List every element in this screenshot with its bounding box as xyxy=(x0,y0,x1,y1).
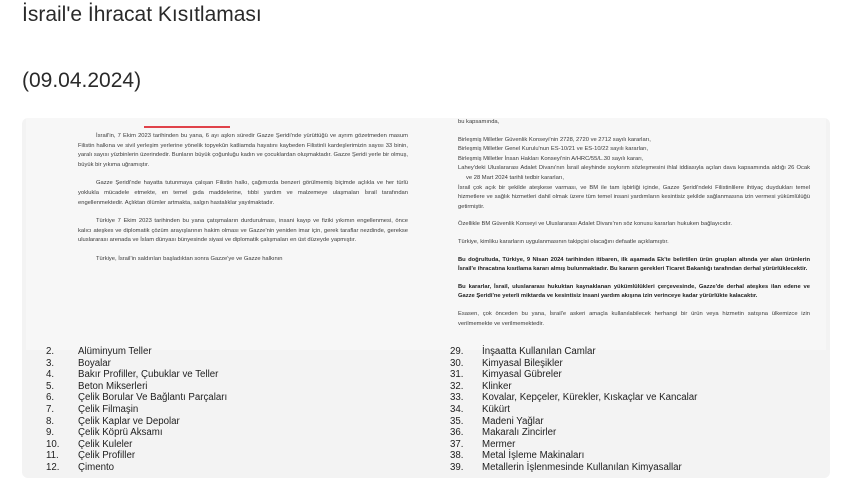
item-label: Çelik Filmaşin xyxy=(78,403,139,415)
doc-bullet: Birleşmiş Milletler Güvenlik Konseyi'nin 2728, 2720 ve 2712 sayılı kararları, xyxy=(458,136,651,143)
item-label: Beton Mikserleri xyxy=(78,380,148,392)
item-label: Kovalar, Kepçeler, Kürekler, Kıskaçlar ve Kancalar xyxy=(482,392,698,404)
list-item xyxy=(46,392,227,404)
item-label: Mermer xyxy=(482,438,516,450)
doc-bullet: Lahey'deki Uluslararası Adalet Divanı'nın İsrail aleyhinde soykırım sözleşmesini ihlal iddiasıyla açılan dava kapsamında aldığı 26 Ocak ve 28 Mart 2024 tarihli tedbir kararları, xyxy=(458,165,810,181)
list-item xyxy=(46,404,227,416)
doc-bullet: Birleşmiş Milletler Genel Kurulu'nun ES-10/21 ve ES-10/22 sayılı kararları, xyxy=(458,146,649,153)
item-number: 8. xyxy=(46,415,55,427)
item-label: Boyalar xyxy=(78,357,111,369)
list-item xyxy=(46,416,227,428)
item-label: Klinker xyxy=(482,380,512,392)
doc-paragraph: Türkiye, İsrail'in saldırıları başladıktan sonra Gazze'ye ve Gazze halkının xyxy=(96,255,283,262)
list-item xyxy=(450,369,697,381)
doc-bold-paragraph: Bu kararlar, İsrail, uluslararası hukuktan kaynaklanan yükümlülükleri çerçevesinde, Gazze'de derhal ateşkes ilan edene ve Gazze Şeridi'ne yeterli miktarda ve kesintisiz insani yardım akışına izin verinceye kadar yürürlükte kalacaktır. xyxy=(458,283,810,300)
item-label: Metallerin İşlenmesinde Kullanılan Kimyasallar xyxy=(482,461,682,473)
item-label: Alüminyum Teller xyxy=(78,346,152,357)
post-image[interactable] xyxy=(22,118,830,478)
item-number: 37. xyxy=(450,438,464,450)
item-label: Kükürt xyxy=(482,403,510,415)
list-item xyxy=(46,358,227,370)
item-number: 12. xyxy=(46,461,60,473)
list-item xyxy=(450,358,697,370)
item-number: 9. xyxy=(46,427,55,439)
item-label: Kimyasal Gübreler xyxy=(482,369,562,381)
item-number: 35. xyxy=(450,415,464,427)
post-date: (09.04.2024) xyxy=(22,69,142,92)
doc-paragraph: Türkiye 7 Ekim 2023 tarihinden bu yana çatışmaların durdurulması, insani kayıp ve fiziki yıkımın engellenmesi, önce kalıcı ateşkes ve diplomatik çözüm arayışlarının hakim olması ve Gazze'nin yeniden imar için, gerek taraflar nezdinde, gerekse uluslararası arenada ve İslam dünyası bünyesinde siyasi ve diplomatik çalışmaları en üst düzeyde yapmıştır. xyxy=(78,218,408,244)
item-label: Çelik Kuleler xyxy=(78,438,133,450)
doc-line: bu kapsamında, xyxy=(458,119,500,125)
item-number: 30. xyxy=(450,357,464,369)
item-label: Çelik Profiller xyxy=(78,450,136,462)
item-label: Madeni Yağlar xyxy=(482,415,544,427)
item-number: 11. xyxy=(46,450,59,462)
doc-paragraph: Türkiye, kimliku kararların uygulanmasının takipçisi olacağını defaatle açıklamıştır. xyxy=(458,238,669,245)
right-text xyxy=(458,118,810,337)
item-label: Çelik Köprü Aksamı xyxy=(78,427,163,439)
list-item xyxy=(450,381,697,393)
item-number: 6. xyxy=(46,392,55,404)
item-number: 34. xyxy=(450,403,464,415)
doc-bullet: Birleşmiş Milletler İnsan Hakları Konseyi'nin A/HRC/55/L.30 sayılı kararı, xyxy=(458,155,644,162)
item-label: Bakır Profiller, Çubuklar ve Teller xyxy=(78,369,219,381)
post-title: İsrail'e İhracat Kısıtlaması xyxy=(22,3,262,26)
item-number: 5. xyxy=(46,380,55,392)
list-item xyxy=(450,392,697,404)
item-number: 2. xyxy=(46,346,55,357)
list-item xyxy=(46,381,227,393)
item-label: Çelik Kaplar ve Depolar xyxy=(78,415,180,427)
list-item xyxy=(46,450,227,462)
list-item xyxy=(450,439,697,451)
list-item xyxy=(46,346,227,358)
item-number: 4. xyxy=(46,369,55,381)
item-label: Çelik Borular Ve Bağlantı Parçaları xyxy=(78,392,228,404)
list-item xyxy=(450,346,697,358)
item-number: 39. xyxy=(450,461,464,473)
item-number: 10. xyxy=(46,438,60,450)
list-item xyxy=(450,462,697,474)
item-label: Kimyasal Bileşikler xyxy=(482,357,563,369)
list-item xyxy=(450,450,697,462)
list-item xyxy=(46,427,227,439)
product-list-right xyxy=(450,346,697,474)
doc-paragraph: Esasen, çok önceden bu yana, İsrail'e askeri amaçla kullanılabilecek herhangi bir ürün veya hizmetin satışına ülkemizce izin verilmemekte ve verilmemektedir. xyxy=(458,310,810,327)
item-label: İnşaatta Kullanılan Camlar xyxy=(482,346,596,357)
red-accent-line xyxy=(144,126,230,128)
item-number: 7. xyxy=(46,403,55,415)
item-number: 33. xyxy=(450,392,464,404)
doc-bold-paragraph: Bu doğrultuda, Türkiye, 9 Nisan 2024 tarihinden itibaren, ilk aşamada Ek'te belirtilen ürün grupları altında yer alan ürünlerin İsrail'e ihracatına kısıtlama kararı almış bulunmaktadır. Bu kararın gerekleri Ticaret Bakanlığı tarafından derhal yürürlüklecektir. xyxy=(458,256,810,273)
list-item xyxy=(46,439,227,451)
item-number: 38. xyxy=(450,450,464,462)
list-item xyxy=(46,369,227,381)
product-list-left xyxy=(46,346,227,474)
item-number: 3. xyxy=(46,357,55,369)
item-number: 36. xyxy=(450,427,464,439)
list-item xyxy=(450,427,697,439)
item-number: 31. xyxy=(450,369,464,381)
doc-paragraph: İsrail'in, 7 Ekim 2023 tarihinden bu yana, 6 ayı aşkın süredir Gazze Şeridi'nde yürüttüğü ve ayrım gözetmeden masum Filistin halkına ve sivil yerleşim yerlerine yönelik topyekûn katliamda hayatını kaybeden Filistinli kardeşlerimizin sayısı 33 binin, yaralı sayısı yüzbinlerin üzerindedir. Bunların büyük çoğunluğu kadın ve çocuklardan oluşmaktadır. Gazze Şeridi yerle bir olmuş, büyük bir yıkıma uğramıştır. xyxy=(78,133,408,168)
document-page-left xyxy=(26,118,426,350)
item-label: Çimento xyxy=(78,461,115,473)
document-page-right xyxy=(426,118,826,350)
doc-paragraph: Özellikle BM Güvenlik Konseyi ve Uluslararası Adalet Divanı'nın söz konusu kararları hukuken bağlayıcıdır. xyxy=(458,221,733,228)
item-label: Metal İşleme Makinaları xyxy=(482,450,585,462)
item-label: Makaralı Zincirler xyxy=(482,427,557,439)
list-item xyxy=(450,416,697,428)
left-paragraphs xyxy=(78,132,408,274)
doc-paragraph: İsrail çok açık bir şekilde ateşkese varması, ve BM ile tam işbirliği içinde, Gazze Şeridi'ndeki Filistinlilere ihtiyaç duydukları temel hizmetlere ve sağlık hizmetleri dahil olmak üzere tüm temel insani yardımların kesintisiz şekilde sağlanmasına izin vermesi yükümlülüğü getirmiştir. xyxy=(458,184,810,210)
list-item xyxy=(46,462,227,474)
doc-paragraph: Gazze Şeridi'nde hayatta tutunmaya çalışan Filistin halkı, çağımızda benzeri görülmemiş biçimde açlıkla ve her türlü yoklukla mücadele etmekte, en temel gıda maddelerine, tıbbi yardım ve malzemeye ulaşmaları İsrail tarafından engellenmektedir. Açlıktan ölümler artmakta, salgın hastalıklar yayılmaktadır. xyxy=(78,180,408,206)
item-number: 32. xyxy=(450,380,464,392)
item-number: 29. xyxy=(450,346,464,357)
list-item xyxy=(450,404,697,416)
